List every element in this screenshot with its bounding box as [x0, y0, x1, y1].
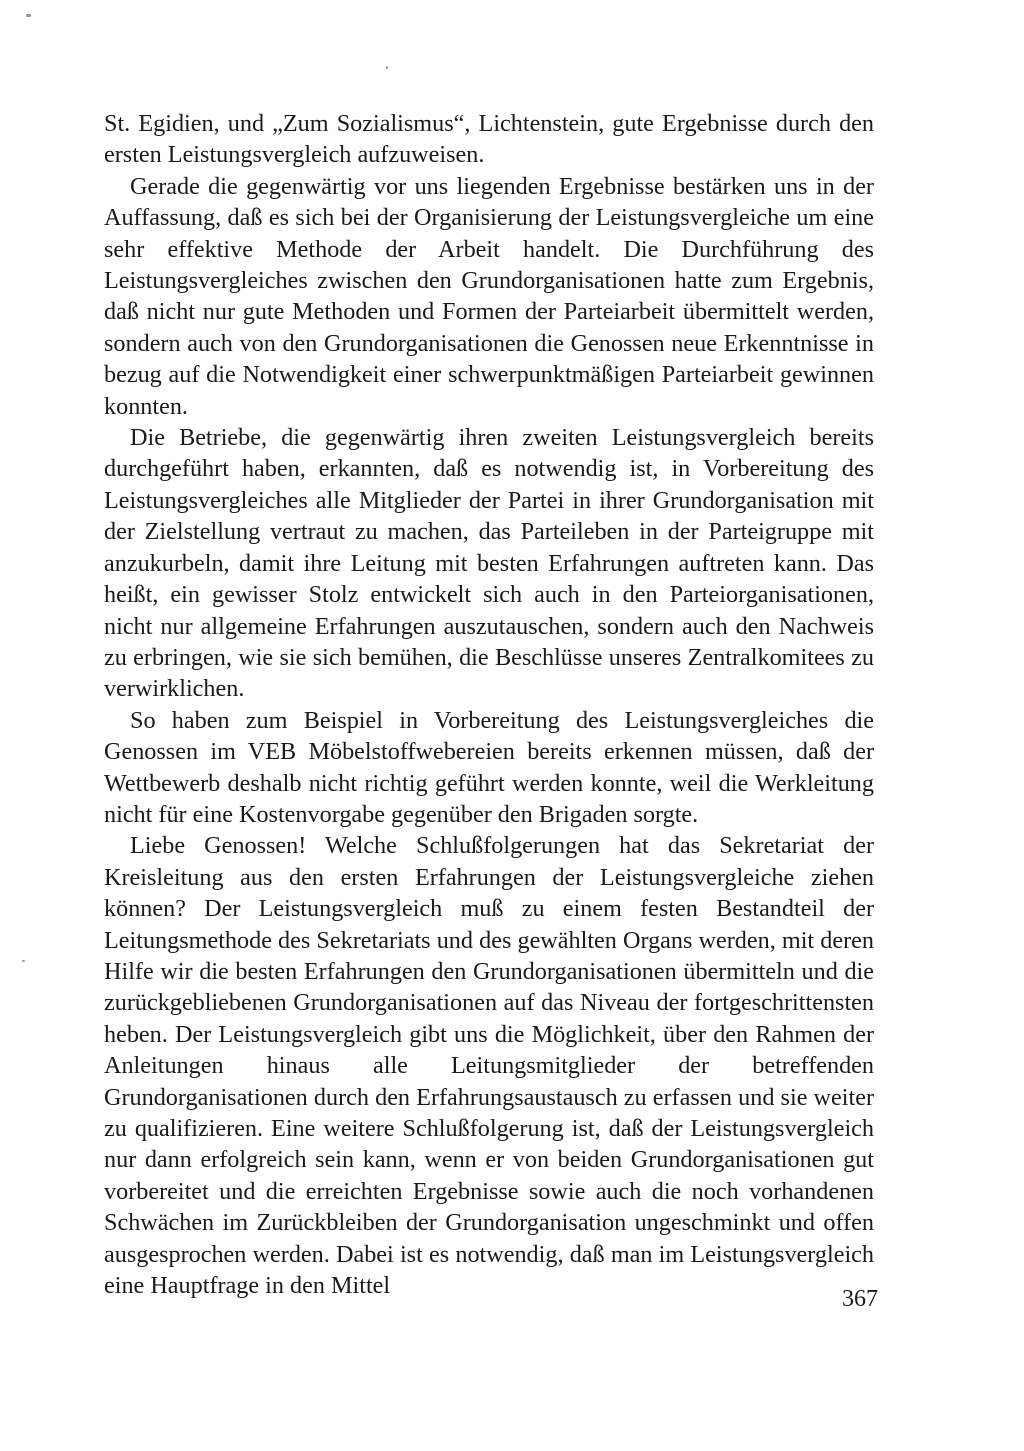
scan-speck — [386, 66, 388, 69]
body-text — [104, 108, 874, 1301]
scan-speck — [26, 14, 31, 17]
paragraph: Liebe Genossen! Welche Schlußfolgerungen hat das Sekretariat der Kreisleitung aus den ersten Erfahrungen der Leistungsvergleiche ziehen können? Der Leistungsvergleich muß zu einem festen Bestandteil der Leitungsmethode des Sekretariats und des gewählten Organs werden, mit deren Hilfe wir die besten Erfahrungen den Grundorganisationen übermitteln und die zurückgebliebenen Grundorganisationen auf das Niveau der fortgeschrittensten heben. Der Leistungsvergleich gibt uns die Möglichkeit, über den Rahmen der Anleitungen hinaus alle Leitungsmitglieder der betreffenden Grundorganisationen durch den Erfahrungsaustausch zu erfassen und sie weiter zu qualifizieren. Eine weitere Schlußfolgerung ist, daß der Leistungsvergleich nur dann erfolgreich sein kann, wenn er von beiden Grundorganisationen gut vorbereitet und die erreichten Ergebnisse sowie auch die noch vorhandenen Schwächen im Zurückbleiben der Grundorganisation ungeschminkt und offen ausgesprochen werden. Dabei ist es notwendig, daß man im Leistungsvergleich eine Hauptfrage in den Mittel — [104, 832, 874, 1300]
page-number: 367 — [842, 1286, 878, 1312]
paragraph: So haben zum Beispiel in Vorbereitung des Leistungsvergleiches die Genossen im VEB Möbelstoffwebereien bereits erkennen müssen, daß der Wettbewerb deshalb nicht richtig geführt werden konnte, weil die Werkleitung nicht für eine Kostenvorgabe gegenüber den Brigaden sorgte. — [104, 706, 874, 828]
paragraph: Die Betriebe, die gegenwärtig ihren zweiten Leistungsvergleich bereits durchgeführt haben, erkannten, daß es notwendig ist, in Vorbereitung des Leistungsvergleiches alle Mitglieder der Partei in ihrer Grundorganisation mit der Zielstellung vertraut zu machen, das Parteileben in der Parteigruppe mit anzukurbeln, damit ihre Leitung mit besten Erfahrungen auftreten kann. Das heißt, ein gewisser Stolz entwickelt sich auch in den Parteiorganisationen, nicht nur allgemeine Erfahrungen auszutauschen, sondern auch den Nachweis zu erbringen, wie sie sich bemühen, die Beschlüsse unseres Zentralkomitees zu verwirklichen. — [104, 424, 874, 703]
scan-speck — [22, 960, 25, 962]
paragraph: St. Egidien, und „Zum Sozialismus“, Lichtenstein, gute Ergebnisse durch den ersten Leistungsvergleich aufzuweisen. — [104, 110, 874, 169]
paragraph: Gerade die gegenwärtig vor uns liegenden Ergebnisse bestärken uns in der Auffassung, daß es sich bei der Organisierung der Leistungsvergleiche um eine sehr effektive Methode der Arbeit handelt. Die Durchführung des Leistungsvergleiches zwischen den Grundorganisationen hatte zum Ergebnis, daß nicht nur gute Methoden und Formen der Parteiarbeit übermittelt werden, sondern auch von den Grundorganisationen die Genossen neue Erkenntnisse in bezug auf die Notwendigkeit einer schwerpunktmäßigen Parteiarbeit gewinnen konnten. — [104, 172, 874, 420]
